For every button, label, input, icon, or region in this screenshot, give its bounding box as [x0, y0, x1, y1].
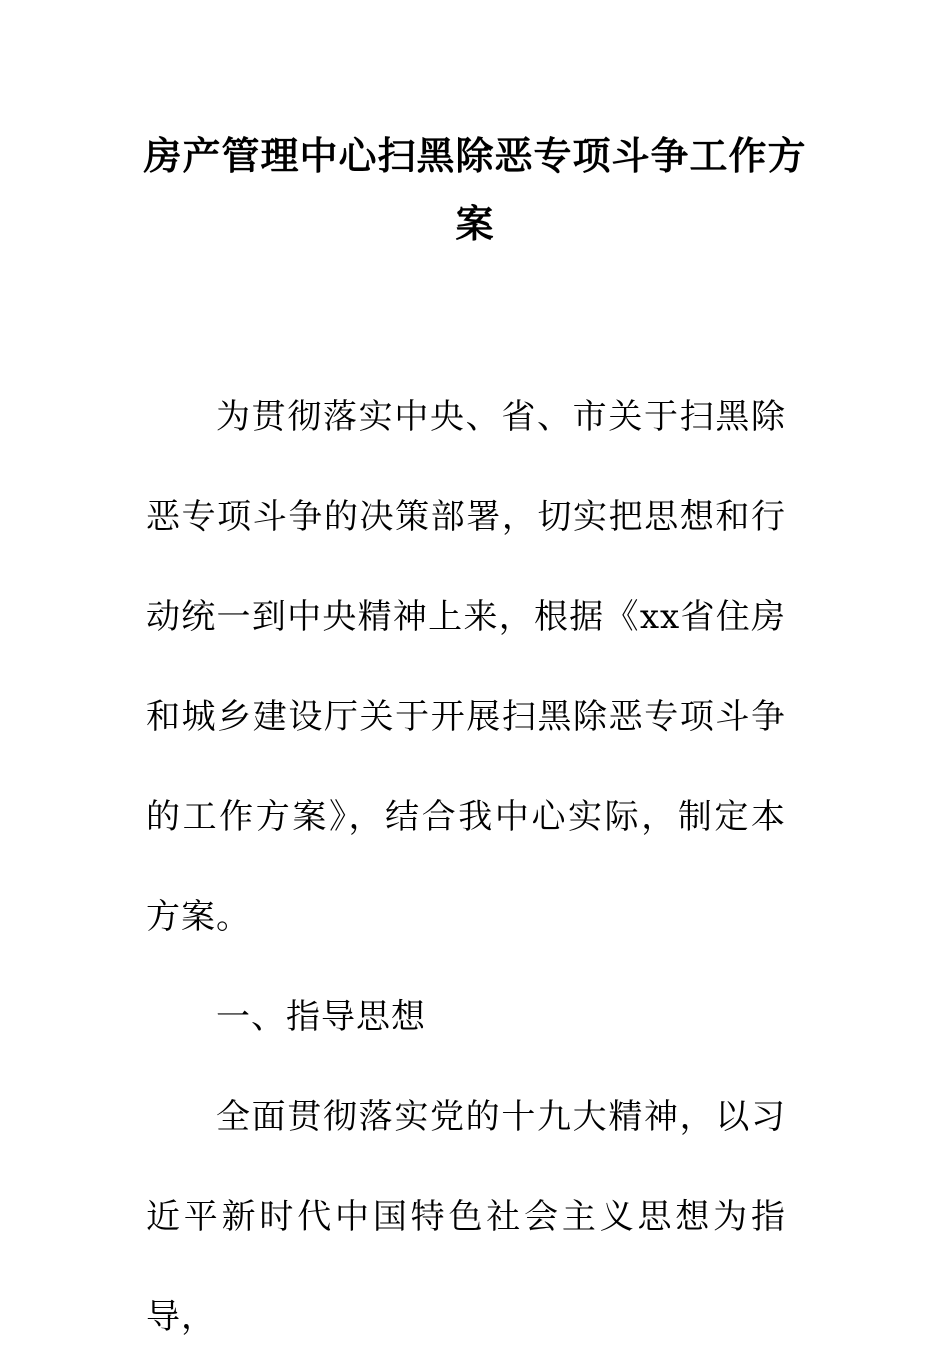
- section-paragraph: 全面贯彻落实党的十九大精神，以习近平新时代中国特色社会主义思想为指导，: [146, 1097, 786, 1337]
- document-title: 房产管理中心扫黑除恶专项斗争工作方案: [143, 133, 807, 246]
- document-body: [146, 367, 786, 1367]
- intro-paragraph: 为贯彻落实中央、省、市关于扫黑除恶专项斗争的决策部署，切实把思想和行动统一到中央精神上来，根据《xx省住房和城乡建设厅关于开展扫黑除恶专项斗争的工作方案》，结合我中心实际，制定本方案。: [146, 397, 786, 937]
- section-heading: 一、指导思想: [216, 997, 426, 1037]
